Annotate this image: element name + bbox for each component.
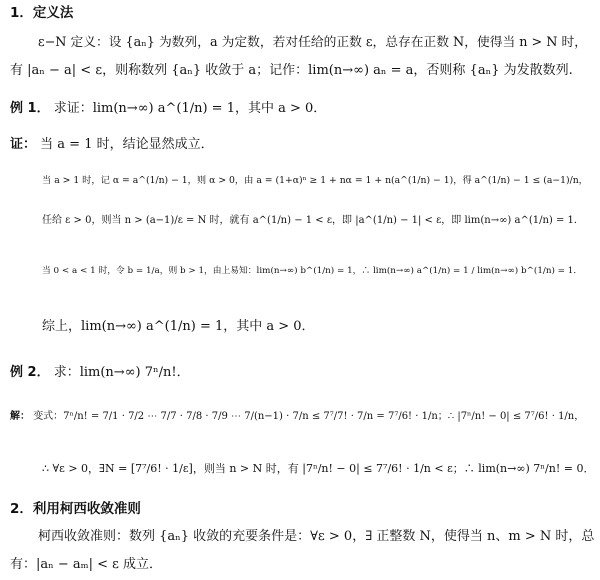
proof-case-2b: 任给 ε > 0，则当 n > (a−1)/ε = N 时，就有 a^(1/n) − 1 < ε，即 |a^(1/n) − 1| < ε，即 lim(n→∞) a^(1/n) = 1． bbox=[42, 215, 584, 226]
solution-transform: 变式：7ⁿ/n! = 7/1 · 7/2 ⋯ 7/7 · 7/8 · 7/9 ⋯ 7/(n−1) · 7/n ≤ 7⁷/7! · 7/n = 7⁷/6! · 1/n；∴ |7ⁿ/n! − 0| ≤ 7⁷/6! · 1/n， bbox=[33, 411, 585, 422]
criterion-line-1: 柯西收敛准则：数列 {aₙ} 收敛的充要条件是：∀ε > 0，∃ 正整数 N，使得当 n、m > N 时，总 bbox=[38, 529, 595, 544]
solution-conclusion: ∴ ∀ε > 0，∃N = [7⁷/6! · 1/ε]，则当 n > N 时，有 |7ⁿ/n! − 0| ≤ 7⁷/6! · 1/n < ε；∴ lim(n→∞) 7ⁿ/n! = 0． bbox=[42, 462, 595, 475]
solution-label: 解： bbox=[10, 411, 30, 422]
example1-block bbox=[10, 100, 326, 118]
proof-case-2: 当 a > 1 时，记 α = a^(1/n) − 1，则 α > 0，由 a = (1+α)ⁿ ≥ 1 + nα = 1 + n(a^(1/n) − 1)，得 a^(1/n) − 1 ≤ (a−1)/n， bbox=[42, 175, 588, 186]
proof-conclusion: 综上，lim(n→∞) a^(1/n) = 1，其中 a > 0． bbox=[42, 319, 315, 334]
section1-title: 1．定义法 bbox=[10, 5, 74, 21]
proof-case-3: 当 0 < a < 1 时，令 b = 1/a，则 b > 1，由上易知：lim(n→∞) b^(1/n) = 1，∴ lim(n→∞) a^(1/n) = 1 / lim(n→∞) b^(1/n) = 1． bbox=[42, 266, 583, 276]
proof-case-1: 当 a = 1 时，结论显然成立． bbox=[40, 137, 214, 152]
solution-start bbox=[10, 408, 584, 426]
example2-block bbox=[10, 364, 190, 382]
criterion-line-2: 有：|aₙ − aₘ| < ε 成立． bbox=[10, 557, 163, 572]
section2-title: 2．利用柯西收敛准则 bbox=[10, 501, 141, 517]
definition-line-1: ε−N 定义：设 {aₙ} 为数列，a 为定数，若对任给的正数 ε，总存在正数 N，使得当 n > N 时， bbox=[38, 35, 587, 50]
definition-line-2: 有 |aₙ − a| < ε，则称数列 {aₙ} 收敛于 a；记作：lim(n→∞) aₙ = a，否则称 {aₙ} 为发散数列. bbox=[10, 63, 573, 78]
proof-start bbox=[10, 136, 214, 154]
example2-statement: 求：lim(n→∞) 7ⁿ/n!． bbox=[53, 365, 190, 380]
example1-label: 例 1． bbox=[10, 101, 50, 116]
example1-statement: 求证：lim(n→∞) a^(1/n) = 1，其中 a > 0． bbox=[53, 101, 327, 116]
example2-label: 例 2． bbox=[10, 365, 50, 380]
proof-label: 证： bbox=[10, 137, 37, 152]
